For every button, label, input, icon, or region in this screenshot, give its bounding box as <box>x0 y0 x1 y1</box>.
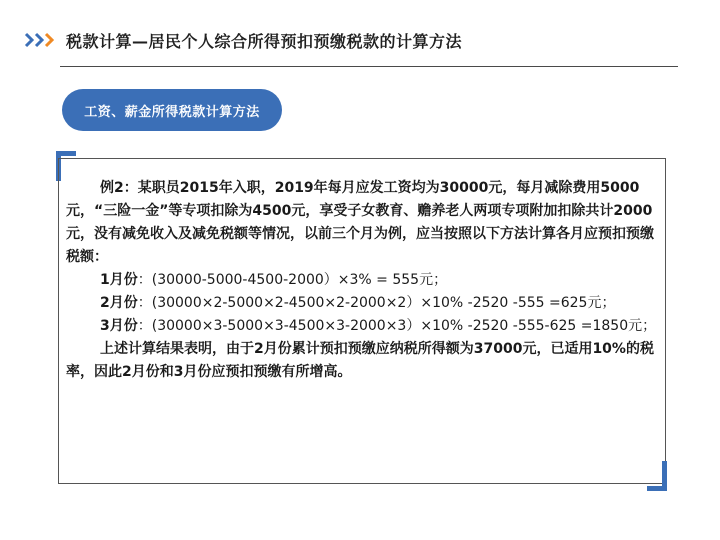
month3-line <box>66 315 660 338</box>
month3-formula: ：(30000×3-5000×3-4500×3-2000×3）×10% -2520 -555-625 =1850元； <box>137 318 657 334</box>
section-label-badge: 工资、薪金所得税款计算方法 <box>62 89 282 131</box>
month2-line <box>66 292 660 315</box>
title-divider <box>60 66 678 67</box>
corner-accent-bottom-right <box>647 461 667 491</box>
example-intro: 例2：某职员2015年入职，2019年每月应发工资均为30000元，每月减除费用5000元，“三险一金”等专项扣除为4500元，享受子女教育、赡养老人两项专项附加扣除共计2000元，没有减免收入及减免税额等情况，以前三个月为例，应当按照以下方法计算各月应预扣预缴税额： <box>66 180 654 265</box>
month1-formula: ：(30000-5000-4500-2000）×3% = 555元； <box>137 272 448 288</box>
month2-formula: ：(30000×2-5000×2-4500×2-2000×2）×10% -2520 -555 =625元； <box>137 295 616 311</box>
month3-label: 3月份 <box>100 318 138 334</box>
example-conclusion: 上述计算结果表明，由于2月份累计预扣预缴应纳税所得额为37000元，已适用10%的税率，因此2月份和3月份应预扣预缴有所增高。 <box>66 341 654 380</box>
example-text <box>66 177 660 384</box>
month1-line <box>66 269 660 292</box>
month1-label: 1月份 <box>100 272 138 288</box>
page-title: 税款计算—居民个人综合所得预扣预缴税款的计算方法 <box>66 32 463 51</box>
chevron-arrows-icon <box>24 31 58 49</box>
month2-label: 2月份 <box>100 295 138 311</box>
